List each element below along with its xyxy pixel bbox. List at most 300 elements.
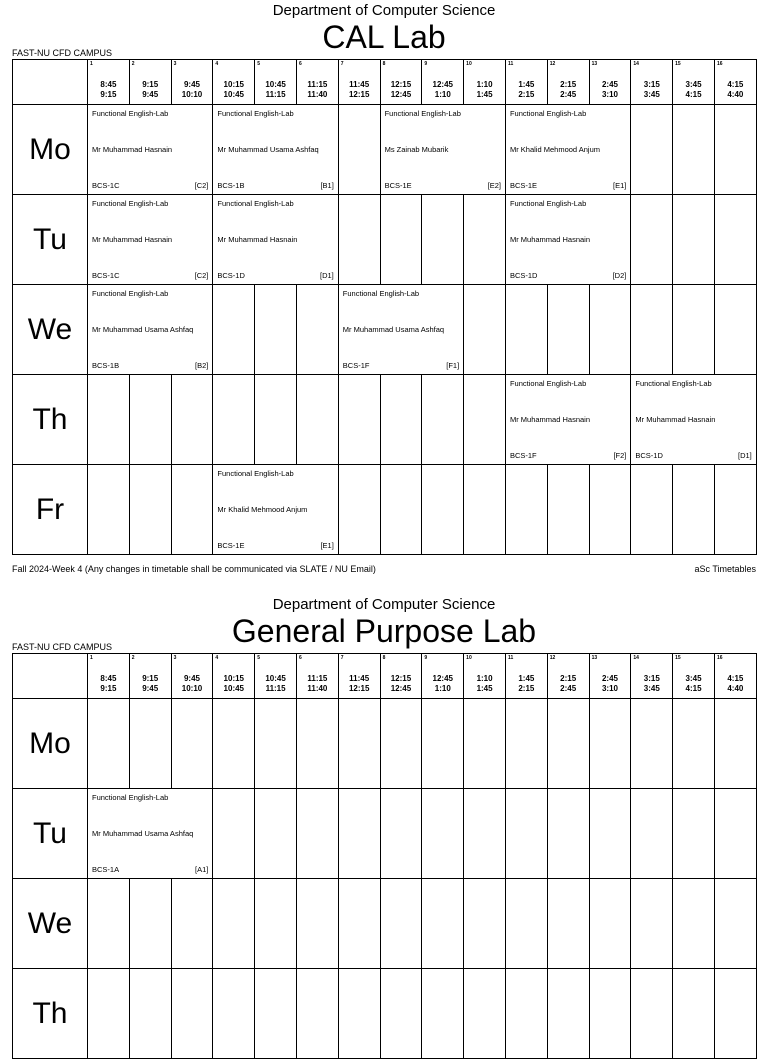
period-header [255, 60, 297, 105]
period-number: 10 [466, 655, 472, 661]
lesson-room: [A1] [195, 865, 209, 874]
empty-slot [88, 969, 130, 1059]
period-number: 13 [591, 61, 598, 67]
empty-slot [464, 375, 506, 465]
period-start: 3:45 [685, 674, 702, 683]
period-header [338, 654, 380, 699]
period-end: 10:10 [181, 684, 203, 693]
day-label: Th [13, 969, 88, 1059]
empty-slot [673, 879, 715, 969]
period-header [88, 654, 130, 699]
empty-slot [422, 699, 464, 789]
corner-cell [13, 654, 88, 699]
lab-title: CAL Lab [322, 19, 446, 55]
period-end: 3:10 [601, 90, 618, 99]
lesson-class: BCS-1D [509, 271, 538, 280]
lesson-cell[interactable] [88, 285, 213, 375]
period-end: 1:45 [476, 684, 493, 693]
empty-slot [464, 699, 506, 789]
period-number: 8 [382, 61, 386, 67]
empty-slot [255, 969, 297, 1059]
empty-slot [338, 195, 380, 285]
period-start: 8:45 [100, 674, 117, 683]
period-end: 2:15 [518, 684, 535, 693]
empty-slot [255, 285, 297, 375]
empty-slot [88, 465, 130, 555]
empty-slot [464, 195, 506, 285]
period-number: 5 [257, 61, 260, 67]
period-time [88, 674, 129, 694]
period-number: 6 [298, 655, 302, 661]
period-start: 9:45 [183, 674, 200, 683]
period-number: 13 [591, 655, 598, 661]
campus-label: FAST-NU CFD CAMPUS [12, 642, 113, 652]
period-start: 3:15 [643, 80, 660, 89]
period-start: 1:10 [476, 674, 493, 683]
lesson-class: BCS-1A [92, 865, 120, 874]
empty-slot [380, 375, 422, 465]
empty-slot [464, 789, 506, 879]
empty-slot [88, 699, 130, 789]
timetable-grid [12, 653, 757, 1059]
lesson-teacher: Mr Muhammad Hasnain [92, 145, 173, 154]
period-number: 7 [340, 655, 344, 661]
empty-slot [714, 699, 756, 789]
period-start: 3:15 [643, 674, 660, 683]
empty-slot [338, 375, 380, 465]
period-start: 2:45 [601, 674, 618, 683]
empty-slot [129, 465, 171, 555]
period-end: 4:40 [727, 90, 744, 99]
empty-slot [213, 699, 255, 789]
period-end: 2:45 [560, 684, 577, 693]
empty-slot [255, 879, 297, 969]
lesson-teacher: Mr Khalid Mehmood Anjum [509, 145, 601, 154]
empty-slot [296, 969, 338, 1059]
lesson-cell[interactable] [213, 465, 338, 555]
lesson-class: BCS-1F [342, 361, 370, 370]
period-start: 11:45 [349, 674, 370, 683]
empty-slot [589, 879, 631, 969]
period-end: 4:15 [685, 90, 702, 99]
period-end: 9:15 [100, 90, 117, 99]
empty-slot [589, 699, 631, 789]
period-time [631, 674, 672, 694]
empty-slot [589, 969, 631, 1059]
period-number: 3 [173, 61, 177, 67]
period-number: 9 [424, 655, 428, 661]
lesson-subject: Functional English-Lab [217, 109, 294, 118]
period-header [714, 654, 756, 699]
empty-slot [673, 105, 715, 195]
period-start: 10:45 [265, 674, 286, 683]
lesson-block [506, 105, 630, 194]
period-number: 5 [257, 655, 260, 661]
period-time [172, 80, 213, 100]
empty-slot [422, 879, 464, 969]
period-header [589, 654, 631, 699]
lesson-teacher: Mr Muhammad Usama Ashfaq [217, 145, 319, 154]
lesson-block [88, 105, 212, 194]
empty-slot [547, 699, 589, 789]
empty-slot [129, 879, 171, 969]
period-time [548, 674, 589, 694]
empty-slot [714, 879, 756, 969]
period-time [255, 80, 296, 100]
lesson-cell[interactable] [631, 375, 756, 465]
period-start: 9:15 [142, 80, 159, 89]
period-time [464, 80, 505, 100]
period-time [715, 674, 756, 694]
period-time [590, 80, 631, 100]
period-end: 11:15 [265, 90, 286, 99]
period-header [255, 654, 297, 699]
lesson-cell[interactable] [505, 375, 630, 465]
empty-slot [714, 789, 756, 879]
period-start: 2:45 [601, 80, 618, 89]
empty-slot [673, 969, 715, 1059]
lesson-teacher: Ms Zainab Mubarik [384, 145, 449, 154]
period-end: 9:15 [100, 684, 117, 693]
empty-slot [547, 789, 589, 879]
empty-slot [338, 969, 380, 1059]
day-row [13, 699, 757, 789]
period-start: 10:45 [265, 80, 286, 89]
day-label: Th [13, 375, 88, 465]
empty-slot [673, 285, 715, 375]
lesson-subject: Functional English-Lab [92, 109, 169, 118]
day-label: Mo [13, 105, 88, 195]
empty-slot [213, 789, 255, 879]
period-start: 2:15 [560, 80, 577, 89]
header-row [13, 60, 757, 105]
period-time [381, 674, 422, 694]
empty-slot [631, 465, 673, 555]
empty-slot [380, 879, 422, 969]
day-row [13, 285, 757, 375]
empty-slot [129, 969, 171, 1059]
period-time [673, 674, 714, 694]
lesson-subject: Functional English-Lab [217, 199, 294, 208]
day-row [13, 195, 757, 285]
empty-slot [213, 375, 255, 465]
header-row [13, 654, 757, 699]
period-header [631, 60, 673, 105]
lesson-subject: Functional English-Lab [384, 109, 461, 118]
empty-slot [505, 879, 547, 969]
period-number: 9 [424, 61, 428, 67]
empty-slot [631, 699, 673, 789]
period-start: 10:15 [223, 674, 245, 683]
lesson-cell[interactable] [88, 195, 213, 285]
empty-slot [714, 105, 756, 195]
empty-slot [296, 879, 338, 969]
empty-slot [129, 699, 171, 789]
lesson-block [506, 375, 630, 464]
period-number: 4 [215, 655, 219, 661]
period-time [506, 80, 547, 100]
lesson-teacher: Mr Muhammad Hasnain [217, 235, 298, 244]
period-number: 16 [716, 61, 723, 67]
period-header [296, 60, 338, 105]
period-time [715, 80, 756, 100]
period-start: 9:45 [183, 80, 200, 89]
empty-slot [338, 465, 380, 555]
empty-slot [464, 465, 506, 555]
empty-slot [464, 879, 506, 969]
empty-slot [255, 789, 297, 879]
lesson-room: [D2] [612, 271, 627, 280]
period-number: 11 [507, 655, 514, 661]
period-end: 12:45 [390, 90, 412, 99]
lesson-block [339, 285, 463, 374]
lesson-teacher: Mr Muhammad Usama Ashfaq [92, 829, 194, 838]
empty-slot [255, 699, 297, 789]
empty-slot [422, 789, 464, 879]
period-header [129, 654, 171, 699]
empty-slot [171, 699, 213, 789]
lesson-subject: Functional English-Lab [509, 199, 587, 208]
period-time [548, 80, 589, 100]
day-label: Mo [13, 699, 88, 789]
empty-slot [380, 699, 422, 789]
period-header [88, 60, 130, 105]
empty-slot [338, 699, 380, 789]
period-time [255, 674, 296, 694]
period-end: 3:10 [601, 684, 618, 693]
lesson-subject: Functional English-Lab [92, 199, 169, 208]
empty-slot [296, 375, 338, 465]
period-end: 4:15 [685, 684, 702, 693]
lesson-subject: Functional English-Lab [217, 469, 294, 478]
period-number: 7 [340, 61, 344, 67]
lesson-subject: Functional English-Lab [92, 793, 169, 802]
period-number: 12 [549, 61, 556, 67]
period-end: 11:40 [307, 90, 328, 99]
period-header [171, 654, 213, 699]
period-end: 3:45 [643, 684, 660, 693]
period-number: 1 [90, 655, 93, 661]
empty-slot [338, 105, 380, 195]
lesson-room: [D1] [320, 271, 334, 280]
lesson-teacher: Mr Muhammad Hasnain [635, 415, 716, 424]
empty-slot [422, 375, 464, 465]
empty-slot [714, 285, 756, 375]
period-number: 11 [507, 61, 514, 67]
empty-slot [380, 195, 422, 285]
empty-slot [255, 375, 297, 465]
lesson-room: [E2] [487, 181, 501, 190]
empty-slot [589, 465, 631, 555]
period-number: 15 [675, 61, 681, 67]
lesson-cell[interactable] [213, 105, 338, 195]
lesson-block [88, 195, 212, 284]
lesson-cell[interactable] [88, 105, 213, 195]
empty-slot [589, 789, 631, 879]
lesson-block [213, 105, 337, 194]
period-header [129, 60, 171, 105]
day-label: Fr [13, 465, 88, 555]
lesson-teacher: Mr Khalid Mehmood Anjum [217, 505, 308, 514]
empty-slot [338, 879, 380, 969]
period-time [339, 80, 380, 100]
period-header [547, 60, 589, 105]
period-time [464, 674, 505, 694]
day-row [13, 375, 757, 465]
empty-slot [464, 285, 506, 375]
period-time [339, 674, 380, 694]
period-time [172, 674, 213, 694]
period-header [673, 60, 715, 105]
lesson-teacher: Mr Muhammad Hasnain [92, 235, 173, 244]
lesson-subject: Functional English-Lab [92, 289, 169, 298]
day-row [13, 465, 757, 555]
empty-slot [505, 285, 547, 375]
lesson-room: [B1] [320, 181, 334, 190]
period-time [130, 674, 171, 694]
lesson-room: [E1] [613, 181, 627, 190]
empty-slot [338, 789, 380, 879]
empty-slot [547, 879, 589, 969]
lesson-class: BCS-1C [92, 181, 120, 190]
period-number: 6 [298, 61, 302, 67]
period-end: 12:15 [348, 90, 370, 99]
period-start: 12:15 [390, 674, 412, 683]
period-number: 3 [173, 655, 177, 661]
period-start: 12:15 [390, 80, 412, 89]
period-end: 1:10 [434, 90, 451, 99]
period-header [464, 654, 506, 699]
day-label: Tu [13, 789, 88, 879]
period-start: 4:15 [727, 80, 744, 89]
period-start: 11:45 [349, 80, 370, 89]
period-header [505, 654, 547, 699]
empty-slot [213, 879, 255, 969]
period-time [213, 674, 254, 694]
period-time [297, 80, 338, 100]
empty-slot [631, 879, 673, 969]
period-header [380, 60, 422, 105]
period-number: 2 [131, 61, 135, 67]
lesson-class: BCS-1E [217, 541, 245, 550]
lesson-room: [C2] [194, 181, 209, 190]
period-header [380, 654, 422, 699]
empty-slot [589, 285, 631, 375]
lab-title: General Purpose Lab [231, 613, 537, 649]
period-time [297, 674, 338, 694]
lesson-cell[interactable] [380, 105, 505, 195]
period-number: 1 [90, 61, 93, 67]
empty-slot [714, 195, 756, 285]
period-time [631, 80, 672, 100]
period-time [88, 80, 129, 100]
lesson-class: BCS-1D [217, 271, 245, 280]
footer-note: Fall 2024-Week 4 (Any changes in timetable shall be communicated via SLATE / NU Email) [12, 564, 376, 574]
period-start: 4:15 [727, 674, 744, 683]
lesson-subject: Functional English-Lab [342, 289, 420, 298]
period-start: 2:15 [560, 674, 577, 683]
empty-slot [88, 375, 130, 465]
lesson-block [506, 195, 630, 284]
empty-slot [547, 285, 589, 375]
period-header [422, 60, 464, 105]
day-label: We [13, 285, 88, 375]
period-end: 9:45 [142, 684, 159, 693]
corner-cell [13, 60, 88, 105]
period-end: 1:45 [476, 90, 493, 99]
period-time [673, 80, 714, 100]
empty-slot [380, 969, 422, 1059]
lesson-cell[interactable] [505, 195, 630, 285]
empty-slot [505, 699, 547, 789]
period-number: 12 [549, 655, 556, 661]
empty-slot [296, 699, 338, 789]
period-end: 12:45 [390, 684, 412, 693]
period-header [171, 60, 213, 105]
lesson-teacher: Mr Muhammad Hasnain [509, 235, 590, 244]
empty-slot [380, 465, 422, 555]
period-end: 3:45 [643, 90, 660, 99]
period-number: 4 [215, 61, 219, 67]
lesson-subject: Functional English-Lab [509, 379, 587, 388]
lesson-room: [E1] [320, 541, 334, 550]
period-number: 14 [633, 61, 639, 67]
lesson-block [88, 789, 212, 878]
lesson-cell[interactable] [505, 105, 630, 195]
lesson-class: BCS-1B [217, 181, 245, 190]
empty-slot [380, 789, 422, 879]
period-header [505, 60, 547, 105]
empty-slot [631, 789, 673, 879]
period-end: 1:10 [434, 684, 451, 693]
period-number: 15 [675, 655, 681, 661]
empty-slot [673, 195, 715, 285]
empty-slot [296, 789, 338, 879]
period-start: 12:45 [432, 674, 453, 683]
day-label: We [13, 879, 88, 969]
day-row [13, 969, 757, 1059]
empty-slot [88, 879, 130, 969]
period-header [547, 654, 589, 699]
empty-slot [631, 285, 673, 375]
period-header [589, 60, 631, 105]
period-end: 2:45 [560, 90, 577, 99]
empty-slot [422, 195, 464, 285]
period-header [213, 60, 255, 105]
lesson-room: [F2] [613, 451, 627, 460]
period-start: 10:15 [223, 80, 245, 89]
lesson-room: [C2] [194, 271, 209, 280]
empty-slot [505, 789, 547, 879]
campus-label: FAST-NU CFD CAMPUS [12, 48, 113, 58]
empty-slot [714, 465, 756, 555]
period-header [213, 654, 255, 699]
period-time [506, 674, 547, 694]
empty-slot [547, 465, 589, 555]
lesson-class: BCS-1F [509, 451, 537, 460]
lesson-teacher: Mr Muhammad Hasnain [509, 415, 590, 424]
lesson-cell[interactable] [338, 285, 463, 375]
period-start: 11:15 [307, 674, 328, 683]
lesson-cell[interactable] [213, 195, 338, 285]
lesson-subject: Functional English-Lab [635, 379, 712, 388]
lesson-class: BCS-1E [384, 181, 412, 190]
lesson-class: BCS-1E [509, 181, 538, 190]
timetable-grid [12, 59, 757, 555]
lesson-cell[interactable] [88, 789, 213, 879]
period-start: 8:45 [100, 80, 117, 89]
empty-slot [505, 465, 547, 555]
